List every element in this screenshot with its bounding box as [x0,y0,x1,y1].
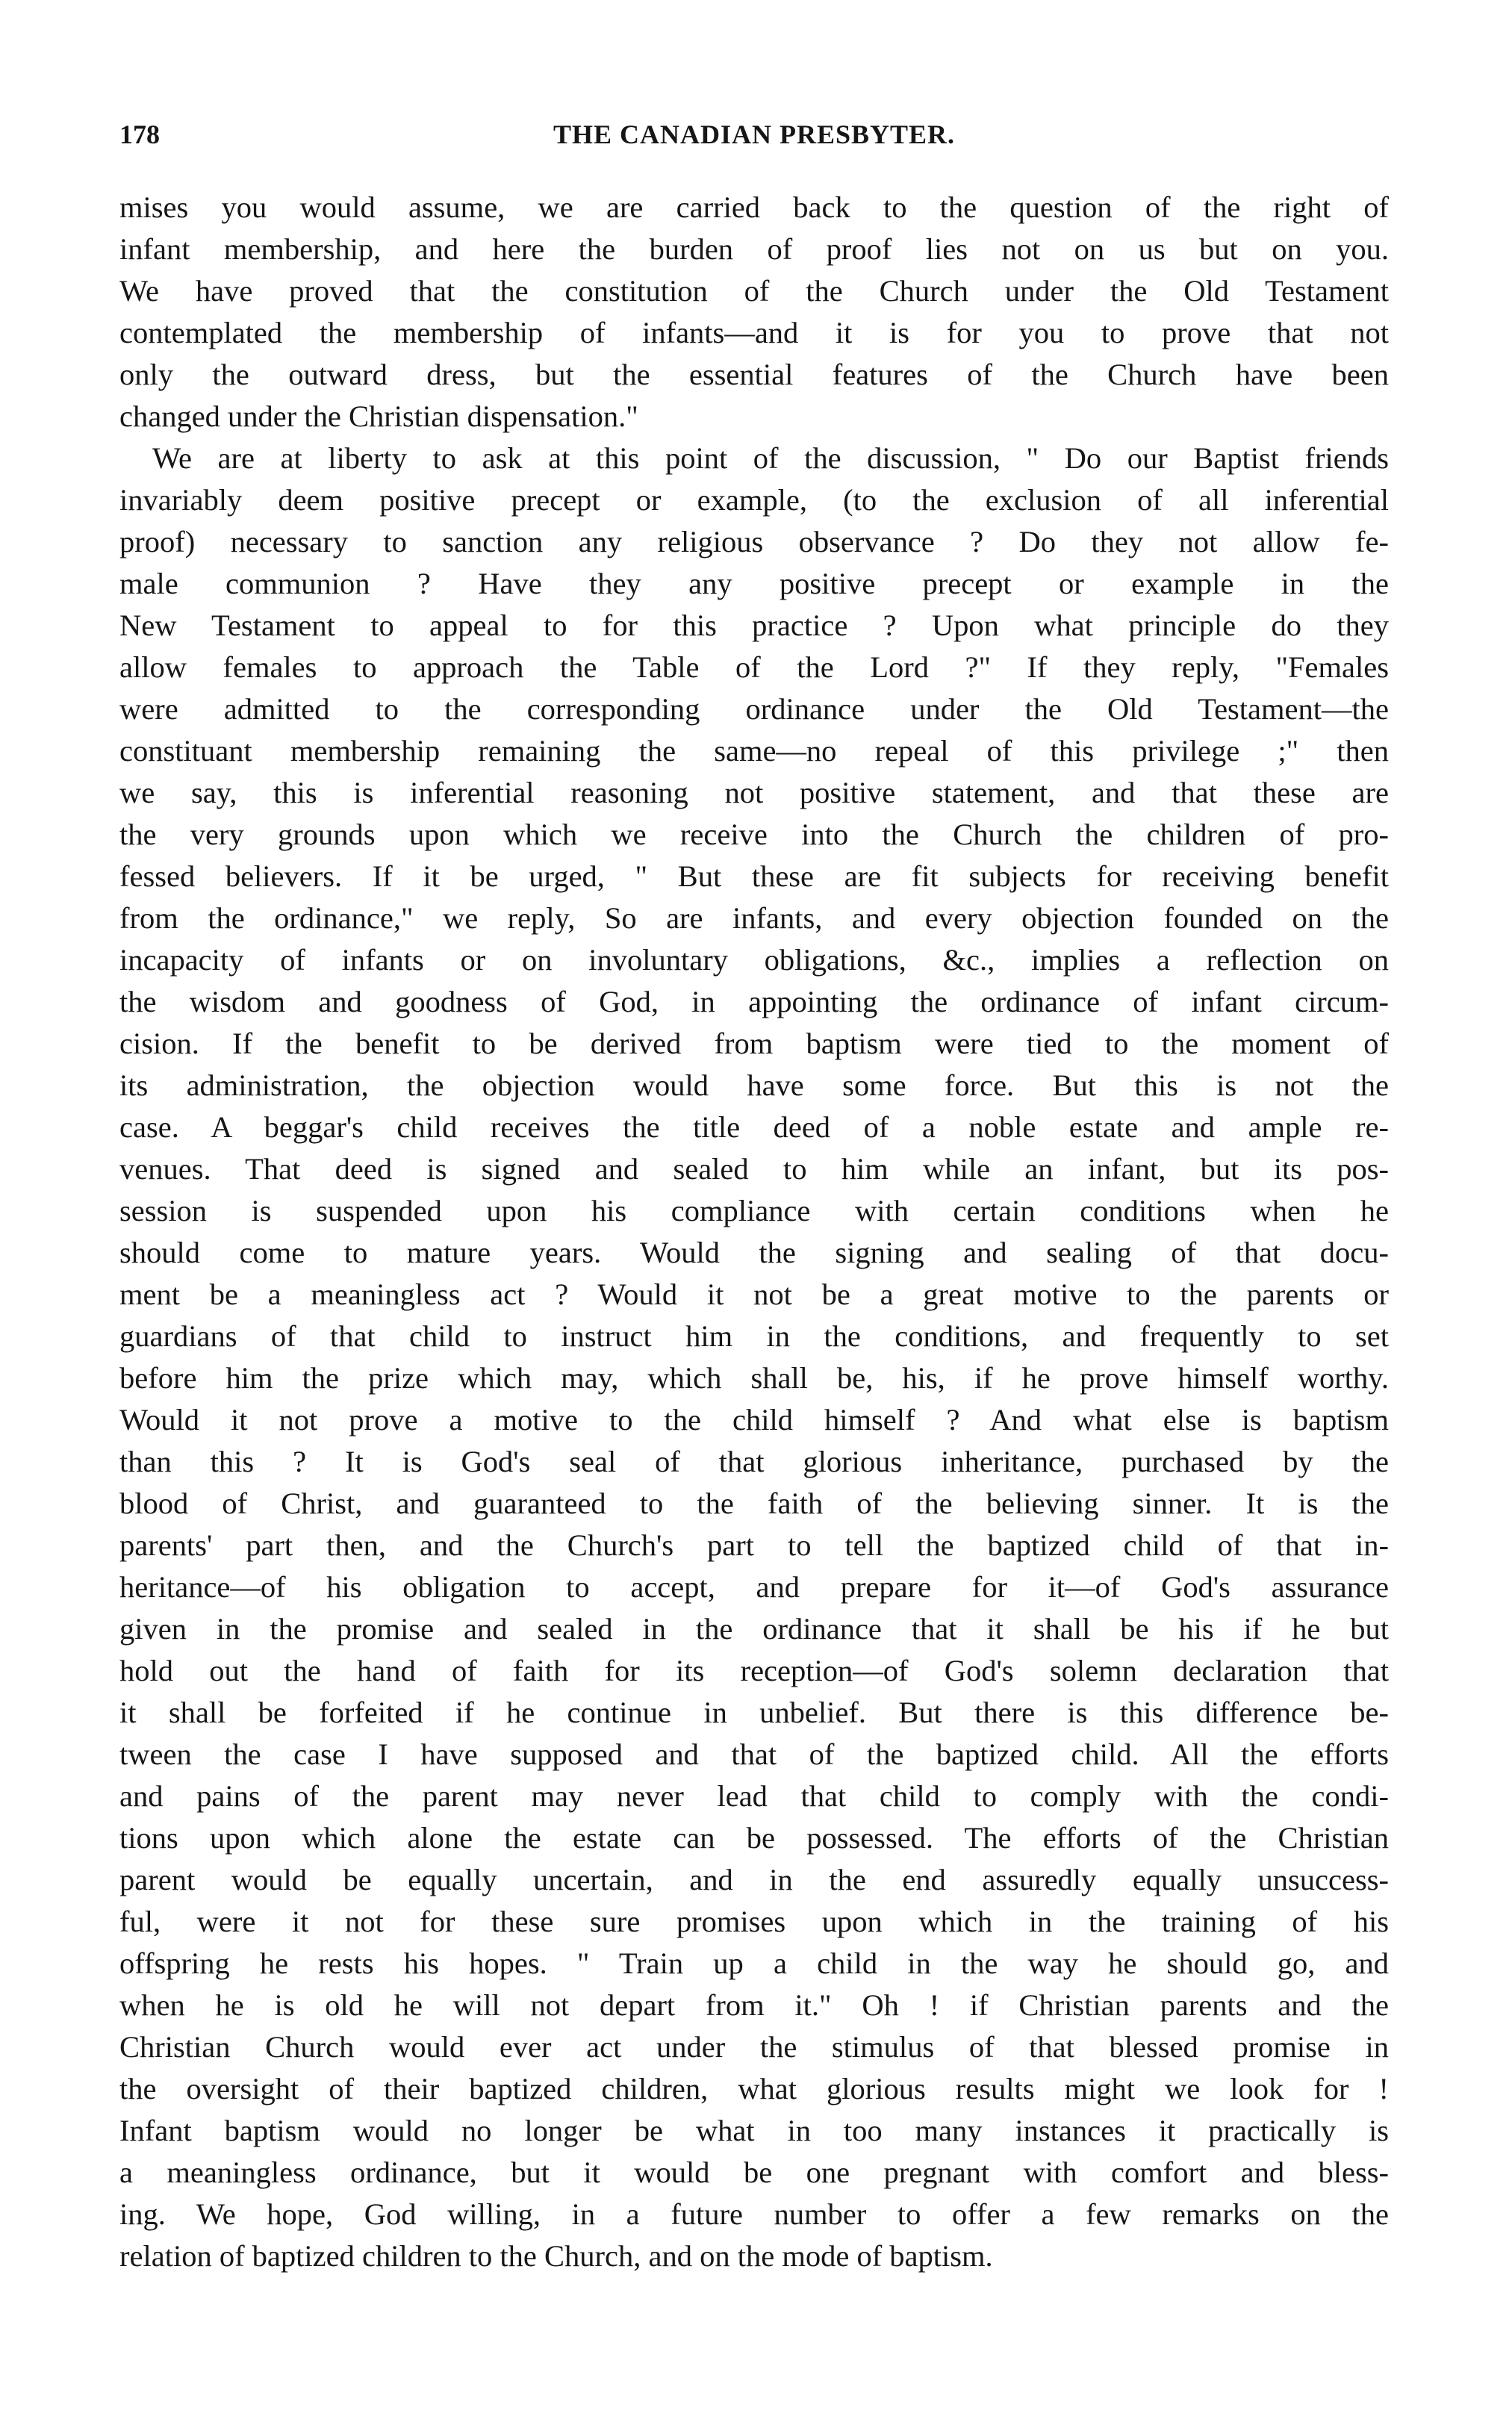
text-line: its administration, the objection would have some force. But this is not the [119,1068,1389,1102]
text-line: blood of Christ, and guaranteed to the faith of the believing sinner. It is the [119,1487,1389,1520]
text-line: ful, were it not for these sure promises upon which in the training of his [119,1905,1389,1938]
text-line: Would it not prove a motive to the child himself ? And what else is baptism [119,1403,1389,1437]
text-line: ment be a meaningless act ? Would it not be a great motive to the parents or [119,1277,1389,1311]
text-line: tions upon which alone the estate can be possessed. The efforts of the Christian [119,1821,1389,1855]
text-line: the oversight of their baptized children, what glorious results might we look for ! [119,2072,1389,2105]
text-line: only the outward dress, but the essential features of the Church have been [119,358,1389,391]
text-line: than this ? It is God's seal of that glorious inheritance, purchased by the [119,1445,1389,1478]
text-line: the very grounds upon which we receive into the Church the children of pro- [119,818,1389,851]
text-line: before him the prize which may, which shall be, his, if he prove himself worthy. [119,1361,1389,1395]
text-line: ing. We hope, God willing, in a future number to offer a few remarks on the [119,2197,1389,2231]
text-line: were admitted to the corresponding ordinance under the Old Testament—the [119,692,1389,726]
text-line: Infant baptism would no longer be what in too many instances it practically is [119,2114,1389,2147]
text-line: New Testament to appeal to for this practice ? Upon what principle do they [119,608,1389,642]
text-line: session is suspended upon his compliance with certain conditions when he [119,1194,1389,1227]
text-line: invariably deem positive precept or example, (to the exclusion of all inferential [119,483,1389,517]
text-line: male communion ? Have they any positive precept or example in the [119,567,1389,600]
text-line: given in the promise and sealed in the ordinance that it shall be his if he but [119,1612,1389,1646]
running-head: THE CANADIAN PRESBYTER. [553,119,956,149]
text-line: a meaningless ordinance, but it would be one pregnant with comfort and bless- [119,2156,1389,2189]
text-line: guardians of that child to instruct him in the conditions, and frequently to set [119,1319,1389,1353]
text-line: parents' part then, and the Church's part to tell the baptized child of that in- [119,1528,1389,1562]
text-line: relation of baptized children to the Church, and on the mode of baptism. [119,2239,993,2273]
text-line: from the ordinance," we reply, So are infants, and every objection founded on the [119,901,1389,935]
text-line: hold out the hand of faith for its reception—of God's solemn declaration that [119,1654,1389,1687]
text-line: when he is old he will not depart from it." Oh ! if Christian parents and the [119,1988,1389,2022]
text-line: incapacity of infants or on involuntary obligations, &c., implies a reflection on [119,943,1389,977]
text-line: mises you would assume, we are carried back to the question of the right of [119,190,1389,224]
page-header [119,112,1389,157]
page-number: 178 [119,119,160,149]
text-line: changed under the Christian dispensation." [119,399,638,433]
text-line: should come to mature years. Would the signing and sealing of that docu- [119,1236,1389,1269]
text-line: We have proved that the constitution of the Church under the Old Testament [119,274,1389,308]
text-line: cision. If the benefit to be derived from baptism were tied to the moment of [119,1027,1389,1060]
text-line: constituant membership remaining the same—no repeal of this privilege ;" then [119,734,1389,768]
text-line: heritance—of his obligation to accept, and prepare for it—of God's assurance [119,1570,1389,1604]
text-line: the wisdom and goodness of God, in appointing the ordinance of infant circum- [119,985,1389,1018]
text-line: and pains of the parent may never lead that child to comply with the condi- [119,1779,1389,1813]
text-line: case. A beggar's child receives the title deed of a noble estate and ample re- [119,1110,1389,1144]
text-line: proof) necessary to sanction any religious observance ? Do they not allow fe- [119,525,1389,558]
text-line: We are at liberty to ask at this point of the discussion, " Do our Baptist friends [152,441,1389,475]
text-line: tween the case I have supposed and that of the baptized child. All the efforts [119,1737,1389,1771]
text-line: offspring he rests his hopes. " Train up a child in the way he should go, and [119,1946,1389,1980]
text-line: we say, this is inferential reasoning not positive statement, and that these are [119,776,1389,809]
text-line: parent would be equally uncertain, and in the end assuredly equally unsuccess- [119,1863,1389,1896]
document-page [119,112,1389,2277]
text-line: venues. That deed is signed and sealed to him while an infant, but its pos- [119,1152,1389,1186]
text-line: it shall be forfeited if he continue in unbelief. But there is this difference be- [119,1696,1389,1729]
text-line: fessed believers. If it be urged, " But these are fit subjects for receiving benefit [119,859,1389,893]
text-line: allow females to approach the Table of the Lord ?" If they reply, "Females [119,650,1389,684]
text-line: contemplated the membership of infants—and it is for you to prove that not [119,316,1389,349]
text-line: Christian Church would ever act under the stimulus of that blessed promise in [119,2030,1389,2064]
article-body [119,187,1389,2277]
text-line: infant membership, and here the burden of proof lies not on us but on you. [119,232,1389,266]
